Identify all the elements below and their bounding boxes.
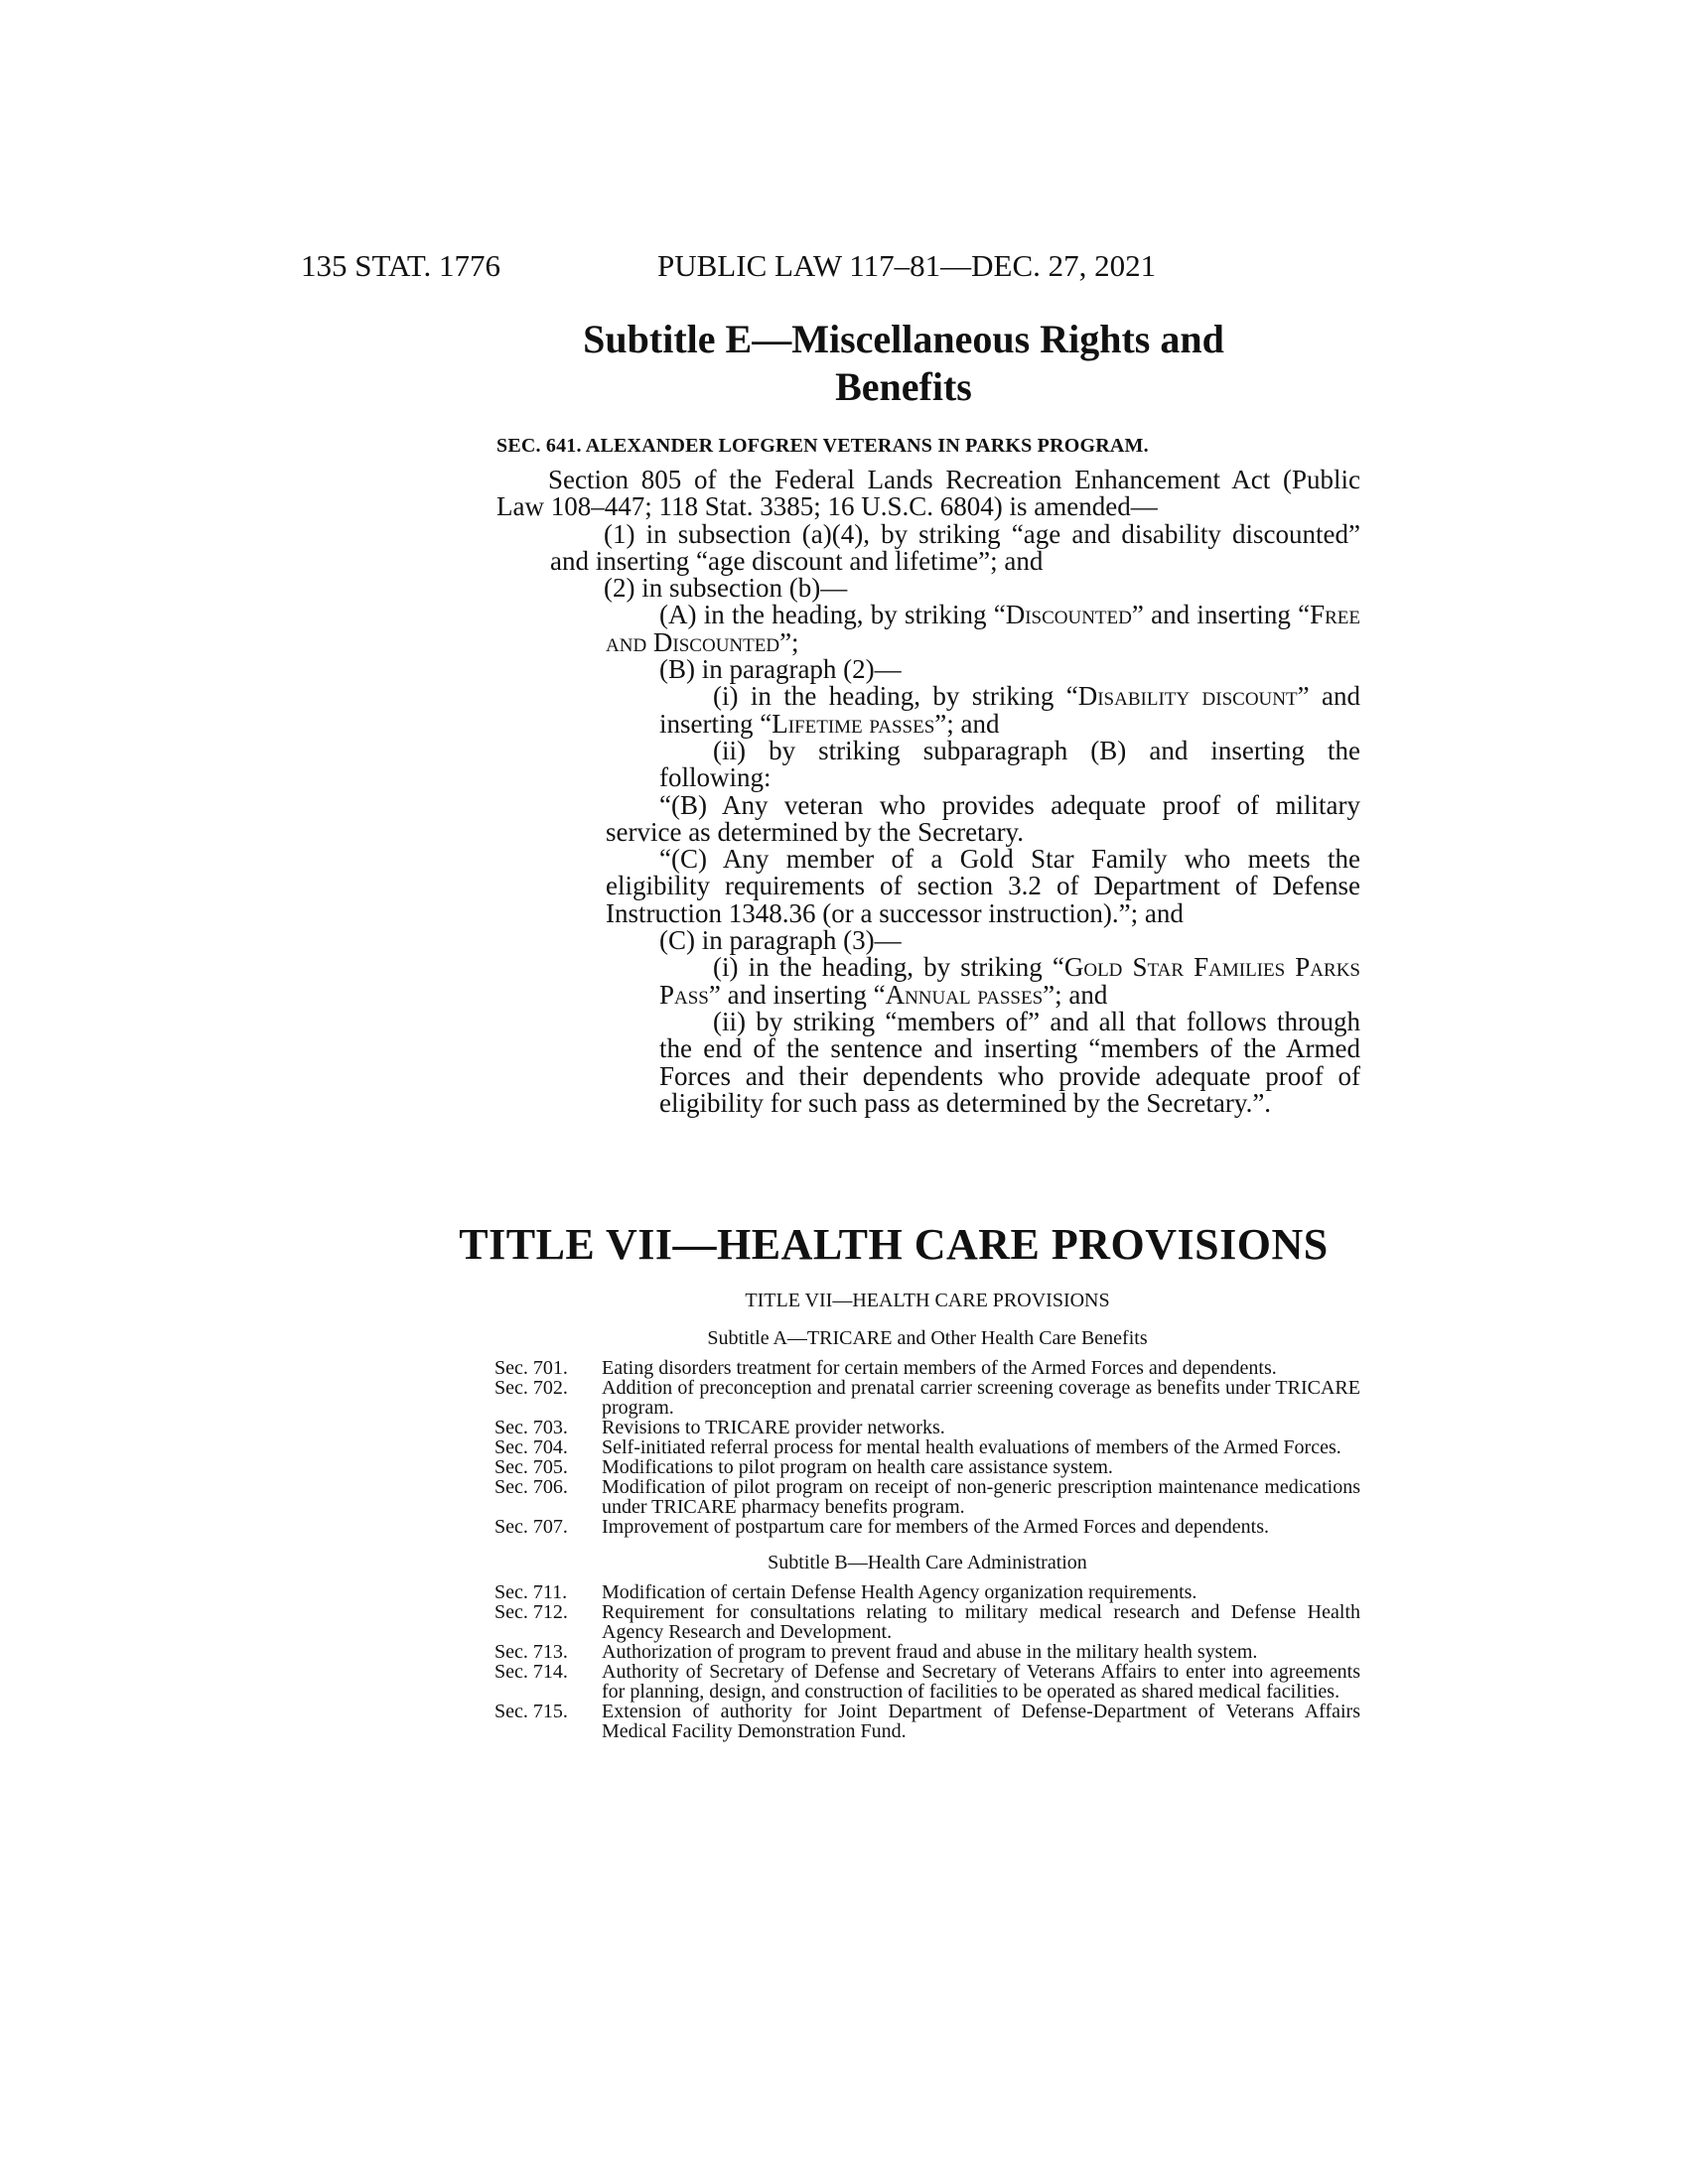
subparagraph-b: (B) in paragraph (2)—	[659, 654, 902, 685]
toc-entry	[494, 1642, 1360, 1662]
quoted-subparagraph-c: “(C) Any member of a Gold Star Family who meets the eligibility requirements of section 3.2 of Department of Defense Instruction 1348.36 (or a successor instruction).”; and	[606, 844, 1360, 928]
toc-entry-text: Extension of authority for Joint Department of Defense-Department of Veterans Affairs Medical Facility Demonstration Fund.	[602, 1701, 1360, 1742]
clause-b-i	[496, 683, 1360, 738]
toc-entry	[494, 1477, 1360, 1517]
subtitle-heading-line1: Subtitle E—Miscellaneous Rights and	[583, 317, 1224, 361]
clause-c-ii: (ii) by striking “members of” and all that follows through the end of the sentence and inserting “members of the Armed Forces and their dependents who provide adequate proof of eligibility for such pass as determined by the Secretary.”.	[659, 1006, 1360, 1118]
subtitle-heading-line2: Benefits	[835, 364, 972, 409]
page-header	[0, 248, 1688, 288]
toc-entry-number: Sec. 707.	[494, 1516, 568, 1538]
clause-c-i-text-2: ” and inserting “	[708, 979, 886, 1010]
clause-b-i-struck-heading: Disability discount	[1077, 681, 1298, 712]
paragraph-1: (1) in subsection (a)(4), by striking “age and disability discounted” and inserting “age discount and lifetime”; and	[550, 518, 1360, 576]
toc-entry	[494, 1418, 1360, 1437]
clause-c-i-text-3: ”; and	[1043, 979, 1108, 1010]
clause-c-i	[496, 954, 1360, 1009]
toc-subtitle-a: Subtitle A—TRICARE and Other Health Care Benefits	[707, 1327, 1148, 1349]
section-intro: Section 805 of the Federal Lands Recreation Enhancement Act (Public Law 108–447; 118 Stat. 3385; 16 U.S.C. 6804) is amended—	[496, 465, 1360, 522]
toc-entry-text: Self-initiated referral process for mental health evaluations of members of the Armed Forces.	[602, 1436, 1341, 1458]
toc-subtitle-b: Subtitle B—Health Care Administration	[768, 1552, 1087, 1573]
subparagraph-a	[496, 602, 1360, 656]
toc-entry-text: Modification of pilot program on receipt of non-generic prescription maintenance medications under TRICARE pharmacy benefits program.	[602, 1476, 1360, 1518]
toc-entry-number: Sec. 712.	[494, 1601, 568, 1623]
toc-entry-text: Requirement for consultations relating to military medical research and Defense Health Agency Research and Development.	[602, 1601, 1360, 1643]
toc-entry-number: Sec. 711.	[494, 1581, 568, 1603]
toc-entry-number: Sec. 702.	[494, 1377, 568, 1399]
subparagraph-a-struck-heading: Discounted	[1005, 600, 1132, 630]
clause-c-i-struck-heading: Gold Star Families Parks Pass	[659, 952, 1360, 1010]
toc-entry-number: Sec. 713.	[494, 1641, 568, 1663]
toc-entry-number: Sec. 714.	[494, 1661, 568, 1683]
subparagraph-a-text-1: (A) in the heading, by striking “	[659, 600, 1006, 630]
subtitle-heading	[506, 316, 1301, 411]
subparagraph-a-text-2: ” and inserting “	[1131, 600, 1311, 630]
clause-c-i-text-1: (i) in the heading, by striking “	[713, 952, 1064, 983]
toc-entry	[494, 1602, 1360, 1642]
toc-entry-number: Sec. 706.	[494, 1476, 568, 1498]
toc-list-a	[494, 1358, 1360, 1537]
toc-entry-text: Modification of certain Defense Health Agency organization requirements.	[602, 1581, 1197, 1603]
table-of-contents	[494, 1291, 1360, 1741]
title-heading: TITLE VII—HEALTH CARE PROVISIONS	[459, 1220, 1329, 1269]
toc-entry	[494, 1702, 1360, 1741]
clause-b-i-new-heading: Lifetime passes	[772, 708, 935, 739]
section-heading: SEC. 641. ALEXANDER LOFGREN VETERANS IN PARKS PROGRAM.	[496, 435, 1149, 457]
paragraph-2: (2) in subsection (b)—	[604, 573, 848, 604]
clause-c-i-new-heading: Annual passes	[885, 979, 1044, 1010]
clause-b-i-text-1: (i) in the heading, by striking “	[713, 681, 1078, 712]
toc-entry-number: Sec. 704.	[494, 1436, 568, 1458]
toc-entry-number: Sec. 701.	[494, 1357, 568, 1379]
clause-b-ii: (ii) by striking subparagraph (B) and inserting the following:	[659, 735, 1360, 793]
toc-entry	[494, 1582, 1360, 1602]
toc-entry	[494, 1378, 1360, 1418]
toc-entry-number: Sec. 703.	[494, 1417, 568, 1438]
toc-entry	[494, 1437, 1360, 1457]
toc-entry	[494, 1662, 1360, 1702]
toc-entry-text: Eating disorders treatment for certain members of the Armed Forces and dependents.	[602, 1357, 1277, 1379]
toc-entry-text: Revisions to TRICARE provider networks.	[602, 1417, 945, 1438]
toc-entry-number: Sec. 705.	[494, 1456, 568, 1478]
toc-entry-text: Authority of Secretary of Defense and Secretary of Veterans Affairs to enter into agreements for planning, design, and construction of facilities to be operated as shared medical facilities.	[602, 1661, 1360, 1703]
toc-entry-text: Addition of preconception and prenatal carrier screening coverage as benefits under TRICARE program.	[602, 1377, 1360, 1419]
quoted-subparagraph-b: “(B) Any veteran who provides adequate proof of military service as determined by the Secretary.	[606, 789, 1360, 847]
clause-b-i-text-2: ” and inserting “	[659, 681, 1360, 739]
toc-entry	[494, 1457, 1360, 1477]
toc-entry	[494, 1517, 1360, 1537]
subparagraph-a-text-3: ”;	[779, 626, 799, 657]
public-law-title: PUBLIC LAW 117–81—DEC. 27, 2021	[657, 248, 1157, 283]
subparagraph-a-new-heading: Free and Discounted	[606, 600, 1360, 657]
toc-list-b	[494, 1582, 1360, 1741]
toc-entry	[494, 1358, 1360, 1378]
toc-entry-text: Modifications to pilot program on health care assistance system.	[602, 1456, 1113, 1478]
toc-title: TITLE VII—HEALTH CARE PROVISIONS	[745, 1290, 1110, 1311]
toc-entry-text: Authorization of program to prevent fraud and abuse in the military health system.	[602, 1641, 1258, 1663]
statute-page-number: 135 STAT. 1776	[301, 248, 501, 283]
clause-b-i-text-3: ”; and	[934, 708, 1000, 739]
subparagraph-c: (C) in paragraph (3)—	[659, 925, 902, 956]
toc-entry-number: Sec. 715.	[494, 1701, 568, 1722]
section-body	[496, 467, 1360, 1117]
toc-entry-text: Improvement of postpartum care for members of the Armed Forces and dependents.	[602, 1516, 1270, 1538]
